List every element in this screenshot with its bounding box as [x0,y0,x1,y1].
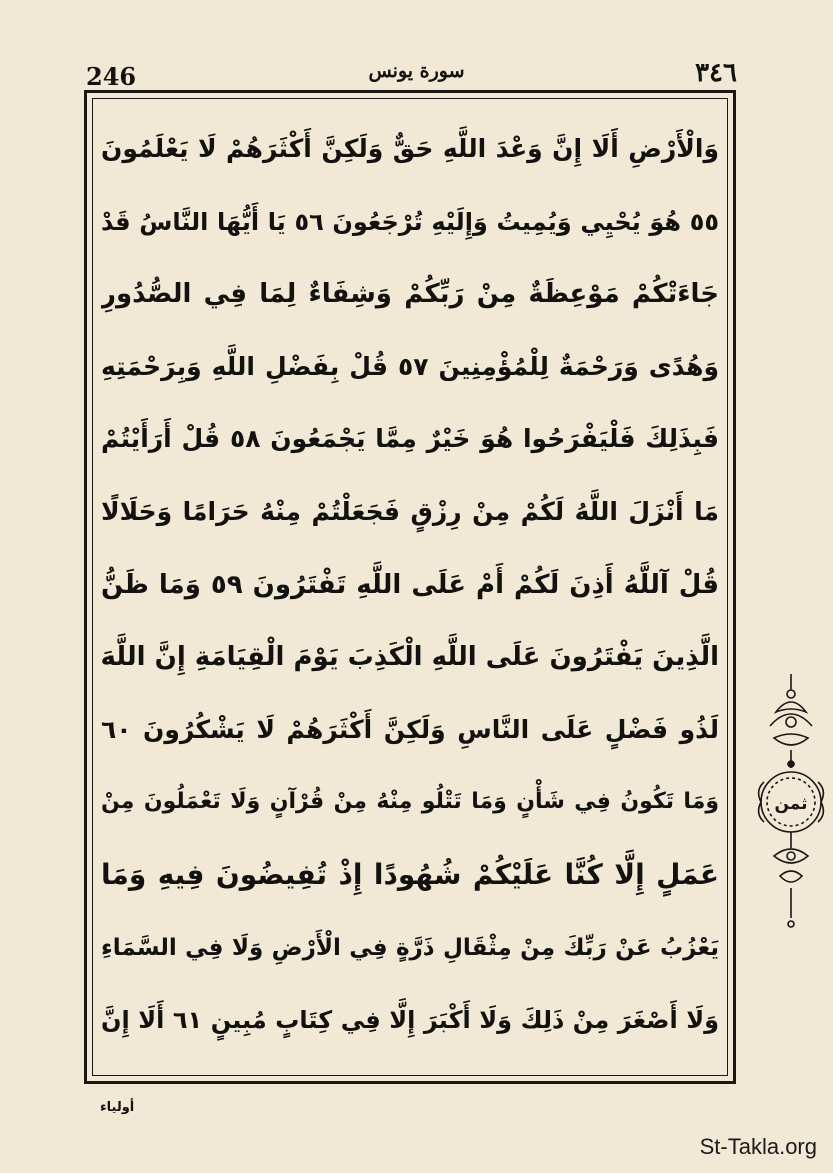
verse-line: وَالْأَرْضِ أَلَا إِنَّ وَعْدَ اللَّهِ حَقٌّ وَلَكِنَّ أَكْثَرَهُمْ لَا يَعْلَمُونَ [101,134,719,163]
text-frame-inner [92,98,728,1076]
text-frame [84,90,736,1084]
verse-line: وَلَا أَصْغَرَ مِنْ ذَلِكَ وَلَا أَكْبَرَ إِلَّا فِي كِتَابٍ مُبِينٍ ٦١ أَلَا إِنَّ [101,1006,719,1035]
page-number-right: ٣٤٦ [695,58,737,88]
page-number-left: 246 [86,62,137,91]
verse-line: مَا أَنْزَلَ اللَّهُ لَكُمْ مِنْ رِزْقٍ فَجَعَلْتُمْ مِنْهُ حَرَامًا وَحَلَالًا [101,496,719,526]
verse-line: فَبِذَلِكَ فَلْيَفْرَحُوا هُوَ خَيْرٌ مِمَّا يَجْمَعُونَ ٥٨ قُلْ أَرَأَيْتُمْ [101,424,719,454]
verse-line: وَمَا تَكُونُ فِي شَأْنٍ وَمَا تَتْلُو مِنْهُ مِنْ قُرْآنٍ وَلَا تَعْمَلُونَ مِنْ [101,789,719,815]
verse-line: يَعْزُبُ عَنْ رَبِّكَ مِنْ مِثْقَالِ ذَرَّةٍ فِي الْأَرْضِ وَلَا فِي السَّمَاءِ [101,934,719,961]
verse-line: جَاءَتْكُمْ مَوْعِظَةٌ مِنْ رَبِّكُمْ وَشِفَاءٌ لِمَا فِي الصُّدُورِ [101,279,719,310]
verse-line: ٥٥ هُوَ يُحْيِي وَيُمِيتُ وَإِلَيْهِ تُرْجَعُونَ ٥٦ يَا أَيُّهَا النَّاسُ قَدْ [101,207,719,236]
verse-line: عَمَلٍ إِلَّا كُنَّا عَلَيْكُمْ شُهُودًا إِذْ تُفِيضُونَ فِيهِ وَمَا [101,857,719,891]
surah-title: سورة يونس [368,60,465,82]
verse-block [101,113,719,1067]
verse-line: الَّذِينَ يَفْتَرُونَ عَلَى اللَّهِ الْكَذِبَ يَوْمَ الْقِيَامَةِ إِنَّ اللَّهَ [101,642,719,673]
ornament-label: ثمن [774,794,808,814]
verse-line: وَهُدًى وَرَحْمَةٌ لِلْمُؤْمِنِينَ ٥٧ قُلْ بِفَضْلِ اللَّهِ وَبِرَحْمَتِهِ [101,351,719,381]
catchword: أولياء [100,1100,135,1115]
verse-line: لَذُو فَضْلٍ عَلَى النَّاسِ وَلَكِنَّ أَكْثَرَهُمْ لَا يَشْكُرُونَ ٦٠ [101,714,719,744]
verse-line: قُلْ آللَّهُ أَذِنَ لَكُمْ أَمْ عَلَى اللَّهِ تَفْتَرُونَ ٥٩ وَمَا ظَنُّ [101,569,719,600]
hizb-quarter-marker-icon [752,672,830,934]
watermark: St-Takla.org [699,1134,817,1159]
